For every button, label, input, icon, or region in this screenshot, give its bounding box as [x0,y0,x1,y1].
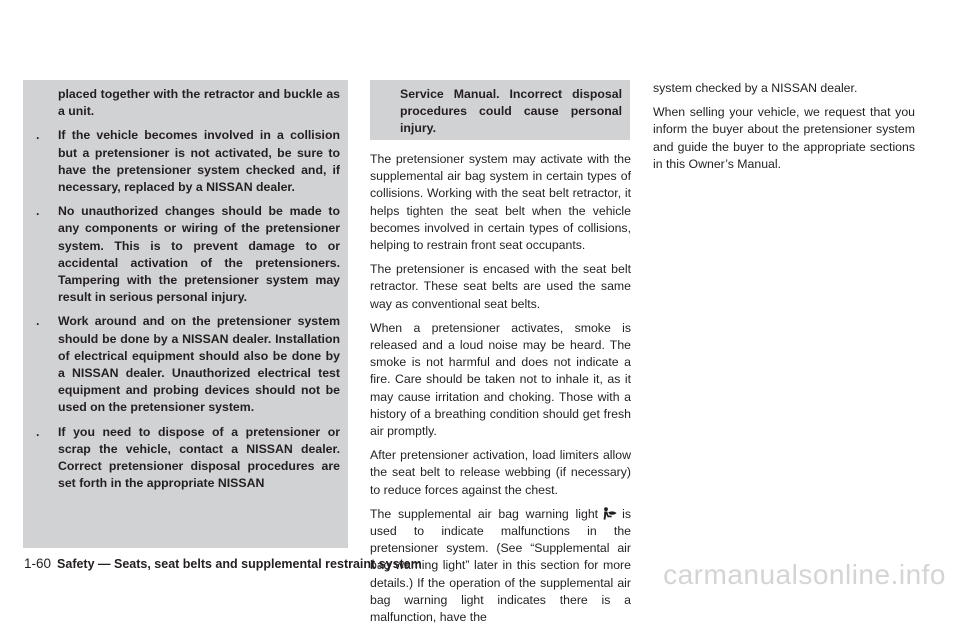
bullet-dot: . [36,204,40,219]
paragraph-text-before-icon: The supplemental air bag warning light [370,506,599,521]
section-title: Safety — Seats, seat belts and supplemental restraint system [57,557,422,571]
warning-continuation-middle: Service Manual. Incorrect disposal procedures could cause personal injury. [400,87,622,136]
paragraph-text-after-icon: is used to indicate malfunctions in the pretensioner system. (See “Supplemental air bag warning light” later in this section for more details.) If the operation of the supplemental air bag warning light indicates there is a malfunction, have the [370,506,631,625]
paragraph: The pretensioner system may activate with the supplemental air bag system in certain types of collisions. Working with the seat belt retractor, it helps tighten the seat belt when the vehicle becomes involved in certain types of collisions, helping to restrain front seat occupants. [370,152,631,253]
warning-bullet-text: Work around and on the pretensioner system should be done by a NISSAN dealer. Installation of electrical equipment should also be done by a NISSAN dealer. Unauthorized electrical test equipment and probing devices should not be used on the pretensioner system. [58,314,340,415]
airbag-warning-light-icon [602,507,618,520]
warning-continuation: placed together with the retractor and buckle as a unit. [58,87,340,119]
paragraph: When selling your vehicle, we request that you inform the buyer about the pretensioner system and guide the buyer to the appropriate sections in this Owner’s Manual. [653,105,915,171]
warning-bullet-text: If you need to dispose of a pretensioner or scrap the vehicle, contact a NISSAN dealer. Correct pretensioner disposal procedures are set forth in the appropriate NISSAN [58,424,340,491]
bullet-dot: . [36,424,40,439]
paragraph: After pretensioner activation, load limiters allow the seat belt to release webbing (if necessary) to reduce forces against the chest. [370,448,631,497]
warning-bullet [34,424,340,493]
warning-text-left [34,86,340,499]
paragraph: system checked by a NISSAN dealer. [653,81,858,95]
warning-bullet-text: No unauthorized changes should be made to any components or wiring of the pretensioner system. This is to prevent damage to or accidental activation of the pretensioners. Tampering with the pretensioner system may result in serious personal injury. [58,204,340,305]
warning-bullet [34,127,340,196]
warning-text-middle [400,86,622,145]
bullet-dot: . [36,314,40,329]
warning-bullet [34,313,340,416]
warning-bullet-text: If the vehicle becomes involved in a collision but a pretensioner is not activated, be sure to have the pretensioner system checked and, if necessary, replaced by a NISSAN dealer. [58,128,340,195]
paragraph: The pretensioner is encased with the seat belt retractor. These seat belts are used the same way as conventional seat belts. [370,262,631,311]
page-footer [24,556,422,571]
page-number: 1-60 [24,556,52,571]
paragraph: When a pretensioner activates, smoke is released and a loud noise may be heard. The smoke is not harmful and does not indicate a fire. Care should be taken not to inhale it, as it may cause irritation and choking. Those with a history of a breathing condition should get fresh air promptly. [370,320,631,439]
watermark: carmanualsonline.info [663,559,946,590]
column-right [653,80,915,180]
warning-bullet [34,203,340,306]
bullet-dot: . [36,128,40,143]
